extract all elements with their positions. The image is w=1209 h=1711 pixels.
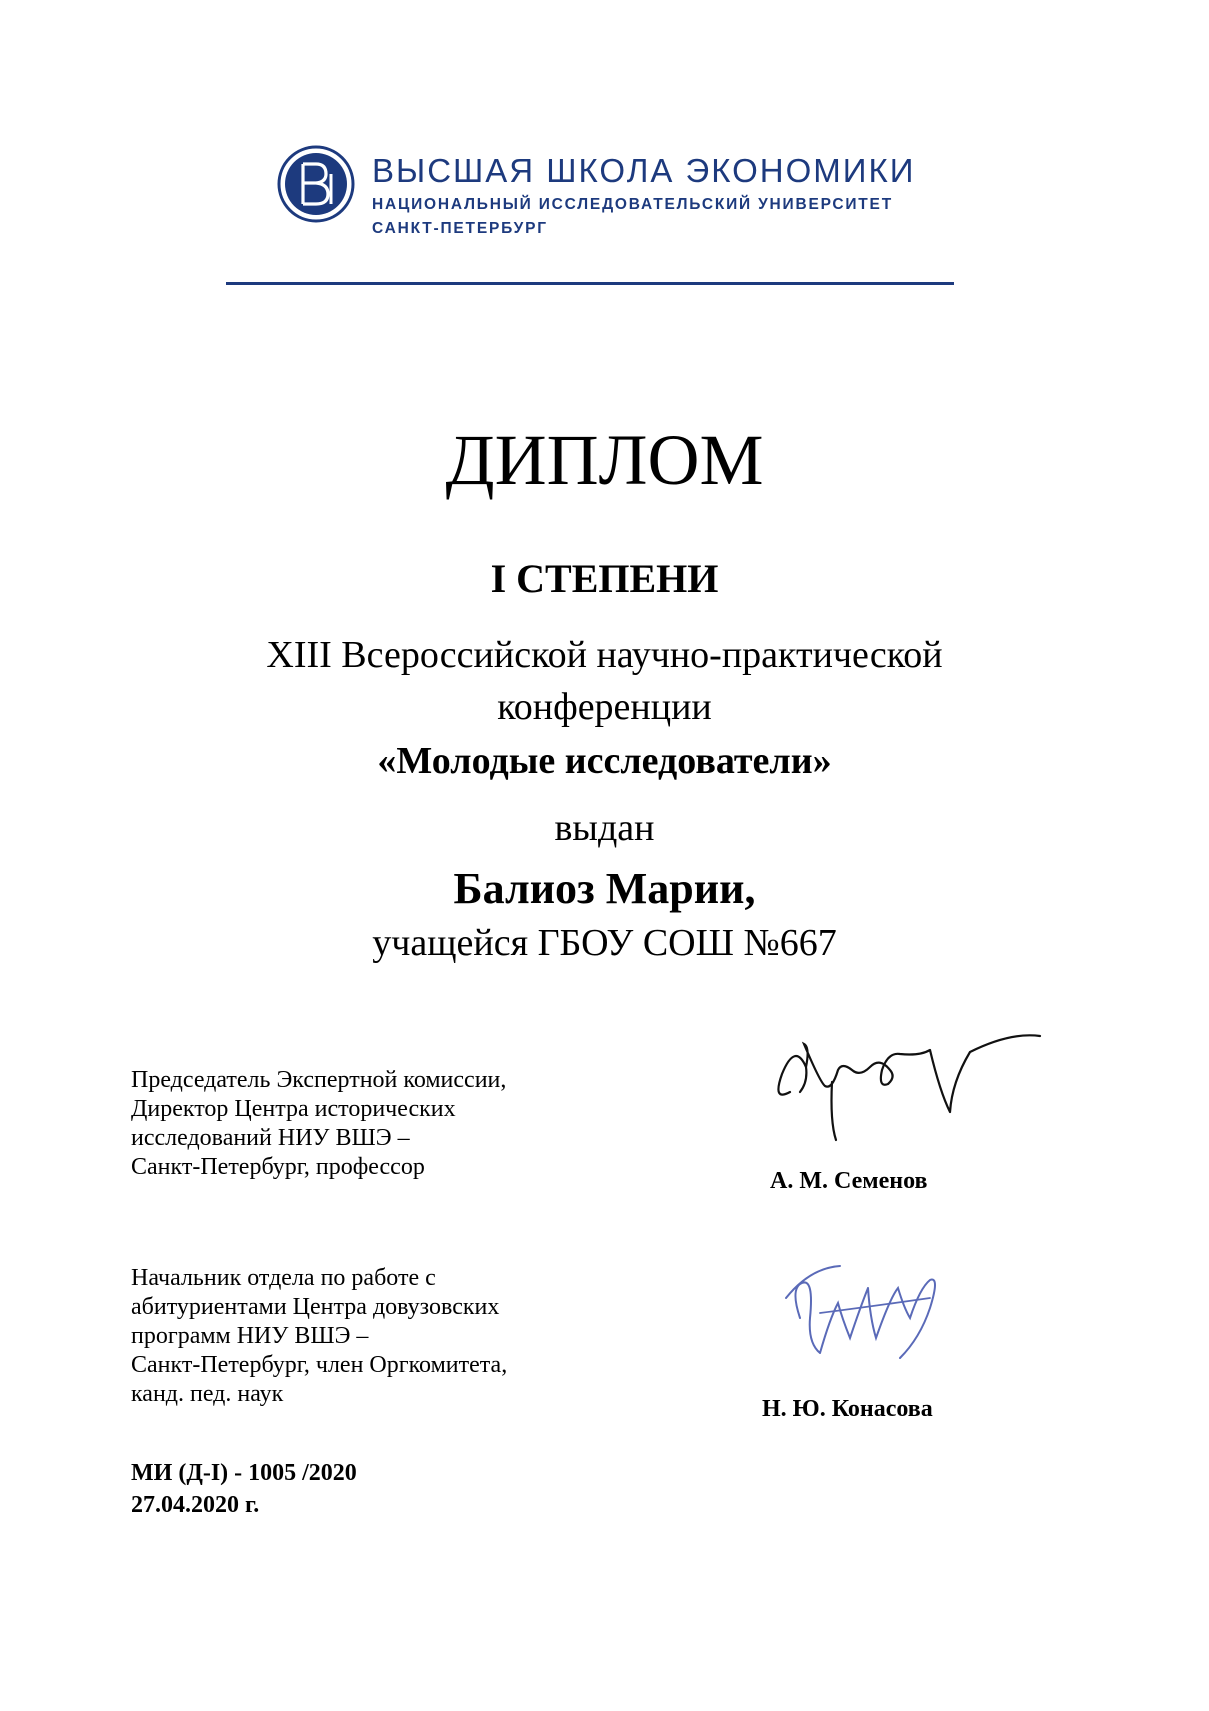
document-number: МИ (Д-I) - 1005 /2020 — [131, 1460, 357, 1486]
logo-subtitle: НАЦИОНАЛЬНЫЙ ИССЛЕДОВАТЕЛЬСКИЙ УНИВЕРСИТЕТ — [372, 196, 893, 213]
logo-title: ВЫСШАЯ ШКОЛА ЭКОНОМИКИ — [372, 152, 916, 189]
diploma-degree: I СТЕПЕНИ — [490, 556, 719, 601]
signatory-1-line: Председатель Экспертной комиссии, — [131, 1067, 507, 1093]
signatory-2-name: Н. Ю. Конасова — [762, 1396, 933, 1422]
conference-name: «Молодые исследователи» — [377, 740, 832, 782]
recipient-school: учащейся ГБОУ СОШ №667 — [372, 922, 837, 964]
logo-city: САНКТ-ПЕТЕРБУРГ — [372, 220, 548, 237]
issued-label: выдан — [554, 807, 655, 849]
header-divider — [226, 282, 954, 285]
recipient-name: Балиоз Марии, — [453, 864, 756, 913]
signatory-1-position — [131, 1066, 506, 1182]
signatory-2-position — [131, 1264, 507, 1409]
signatory-2-line: абитуриентами Центра довузовских — [131, 1294, 500, 1320]
signature-2 — [780, 1258, 950, 1368]
signatory-2-line: канд. пед. наук — [131, 1381, 284, 1407]
signatory-2-line: Санкт-Петербург, член Оргкомитета, — [131, 1352, 508, 1378]
conference-line-1: XIII Всероссийской научно-практической — [266, 634, 943, 676]
diploma-title: ДИПЛОМ — [445, 420, 764, 500]
document-date: 27.04.2020 г. — [131, 1492, 260, 1518]
signatory-1-line: Директор Центра исторических — [131, 1096, 456, 1122]
signatory-1-name: А. М. Семенов — [770, 1168, 928, 1194]
signatory-2-line: программ НИУ ВШЭ – — [131, 1323, 369, 1349]
signatory-1-line: Санкт-Петербург, профессор — [131, 1154, 425, 1180]
conference-line-2: конференции — [497, 686, 712, 728]
signature-1 — [770, 1022, 1050, 1142]
signatory-2-line: Начальник отдела по работе с — [131, 1265, 436, 1291]
hse-logo-header — [276, 144, 956, 254]
hse-emblem-icon — [276, 144, 356, 224]
signatory-1-line: исследований НИУ ВШЭ – — [131, 1125, 410, 1151]
